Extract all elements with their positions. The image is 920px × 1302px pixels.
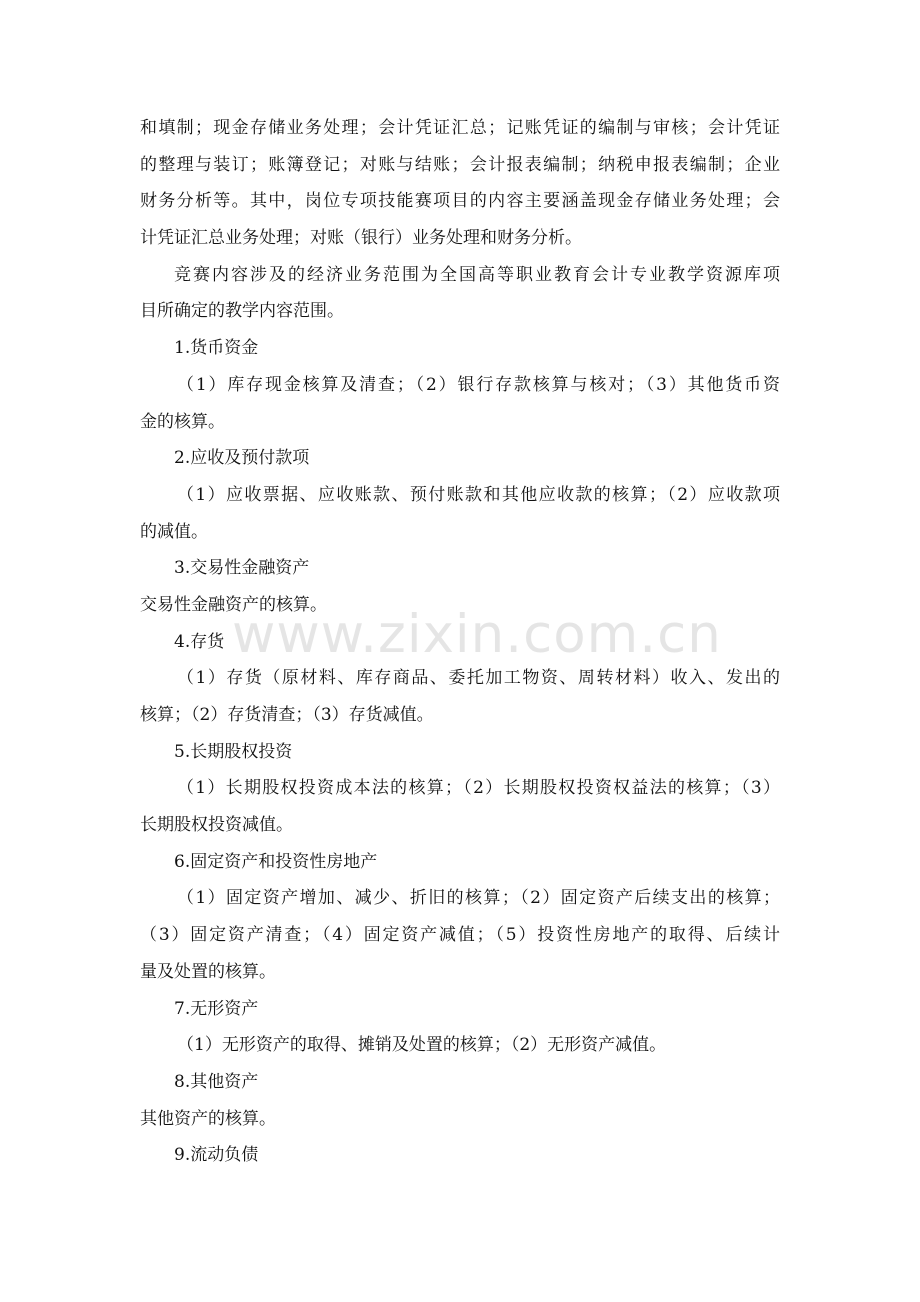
section-heading: 9.流动负债 xyxy=(174,1145,259,1166)
text-line: 的整理与装订；账簿登记；对账与结账；会计报表编制；纳税申报表编制；企业 xyxy=(140,154,780,175)
text-line: （1）库存现金核算及清查；（2）银行存款核算与核对；（3）其他货币资 xyxy=(177,374,780,395)
text-line: 金的核算。 xyxy=(140,411,225,432)
text-line: （1）应收票据、应收账款、预付账款和其他应收款的核算；（2）应收款项 xyxy=(177,484,780,505)
text-line: 计凭证汇总业务处理；对账（银行）业务处理和财务分析。 xyxy=(140,228,582,249)
text-line: 的减值。 xyxy=(140,521,208,542)
section-heading: 2.应收及预付款项 xyxy=(174,448,310,469)
text-line: 核算；（2）存货清查；（3）存货减值。 xyxy=(140,705,434,725)
section-heading: 8.其他资产 xyxy=(174,1071,259,1092)
text-line: 其他资产的核算。 xyxy=(140,1108,276,1129)
text-line: （1）存货（原材料、库存商品、委托加工物资、周转材料）收入、发出的 xyxy=(177,668,780,689)
document-page xyxy=(140,110,780,1174)
text-line: （1）长期股权投资成本法的核算；（2）长期股权投资权益法的核算；（3） xyxy=(177,778,780,799)
text-line: 交易性金融资产的核算。 xyxy=(140,594,327,615)
section-heading: 3.交易性金融资产 xyxy=(174,558,310,579)
text-line: 竞赛内容涉及的经济业务范围为全国高等职业教育会计专业教学资源库项 xyxy=(174,264,780,285)
text-line: 长期股权投资减值。 xyxy=(140,815,293,836)
watermark: www.zixin.com.cn xyxy=(232,604,722,665)
text-line: 量及处置的核算。 xyxy=(140,961,276,982)
section-heading: 4.存货 xyxy=(174,631,225,652)
section-heading: 7.无形资产 xyxy=(174,998,259,1019)
section-heading: 1.货币资金 xyxy=(174,338,259,359)
section-heading: 5.长期股权投资 xyxy=(174,741,293,762)
text-line: 财务分析等。其中，岗位专项技能赛项目的内容主要涵盖现金存储业务处理；会 xyxy=(140,191,780,212)
text-line: 目所确定的教学内容范围。 xyxy=(140,301,344,322)
text-line: 和填制；现金存储业务处理；会计凭证汇总；记账凭证的编制与审核；会计凭证 xyxy=(140,118,780,138)
text-line: （1）固定资产增加、减少、折旧的核算；（2）固定资产后续支出的核算； xyxy=(177,888,780,909)
section-heading: 6.固定资产和投资性房地产 xyxy=(174,851,378,872)
text-line: （1）无形资产的取得、摊销及处置的核算；（2）无形资产减值。 xyxy=(177,1035,667,1056)
text-line: （3）固定资产清查；（4）固定资产减值；（5）投资性房地产的取得、后续计 xyxy=(140,925,780,946)
